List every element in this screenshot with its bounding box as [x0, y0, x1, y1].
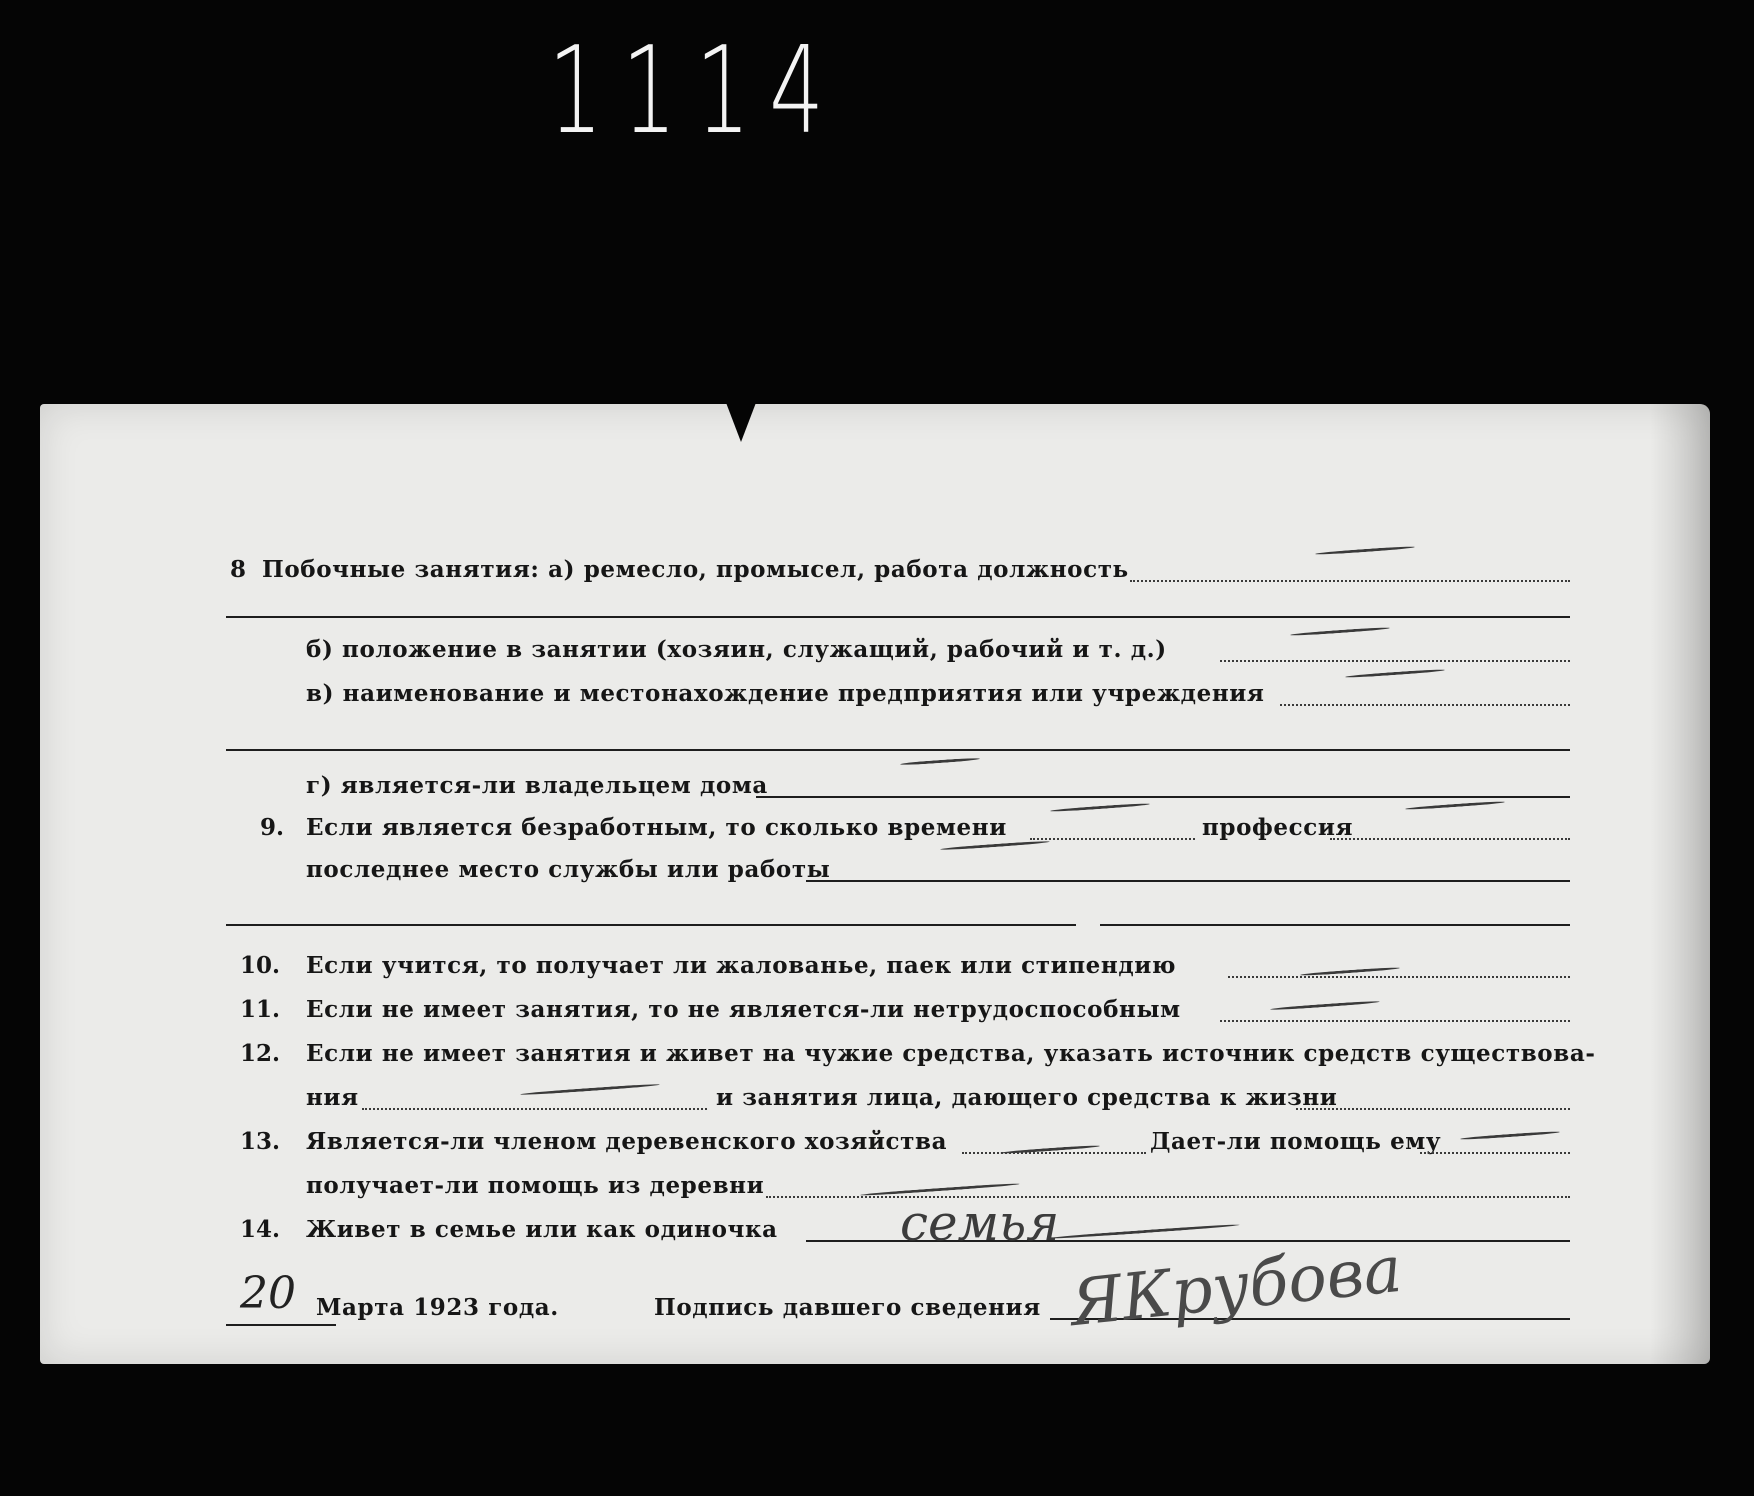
q12-label: Если не имеет занятия и живет на чужие средства, указать источник средств существова- [306, 1040, 1596, 1067]
q8g-answer-line [756, 796, 1570, 798]
q9-extra-line-left [226, 924, 1076, 926]
q12-source-line [362, 1108, 707, 1110]
q11-answer-line [1220, 1020, 1570, 1022]
q13-help-from-label: получает-ли помощь из деревни [306, 1172, 765, 1199]
q10-dash-mark [1300, 967, 1400, 977]
q8g-label: г) является-ли владельцем дома [306, 772, 768, 799]
q8b-dash-mark [1290, 627, 1390, 637]
frame-number: 1114 [548, 22, 843, 161]
q12-source-dash [520, 1083, 660, 1096]
q13-help-from-line [766, 1196, 1570, 1198]
q8a-extra-line [226, 616, 1570, 618]
q12-number: 12. [240, 1040, 281, 1067]
q14-handwritten-answer: семья [900, 1194, 1060, 1252]
signature: ЯКрубова [1067, 1232, 1406, 1342]
q13-number: 13. [240, 1128, 281, 1155]
q13-help-to-line [1420, 1152, 1570, 1154]
q13-help-to-dash [1460, 1131, 1560, 1141]
footer-date-rest: Марта 1923 года. [316, 1294, 559, 1321]
q9-last-place-dash [940, 840, 1050, 851]
q8b-answer-line [1220, 660, 1570, 662]
q11-number: 11. [240, 996, 281, 1023]
q8-number: 8 [230, 556, 247, 583]
q8b-label: б) положение в занятии (хозяин, служащий, рабочий и т. д.) [306, 636, 1167, 663]
q10-number: 10. [240, 952, 281, 979]
card-edge-shadow [1650, 404, 1710, 1364]
q13-label: Является-ли членом деревенского хозяйства [306, 1128, 948, 1155]
q9-extra-line-right [1100, 924, 1570, 926]
q8v-dash-mark [1345, 669, 1445, 679]
q8v-extra-line [226, 749, 1570, 751]
card-notch [725, 400, 757, 442]
q14-answer-stroke [1050, 1223, 1240, 1239]
q9-number: 9. [260, 814, 285, 841]
q8g-dash-mark [900, 757, 980, 766]
questionnaire-card [40, 404, 1710, 1364]
q14-label: Живет в семье или как одиночка [306, 1216, 778, 1243]
q8v-label: в) наименование и местонахождение предприятия или учреждения [306, 680, 1265, 707]
q13-member-line [962, 1152, 1146, 1154]
q8a-dash-mark [1315, 546, 1415, 556]
q8v-answer-line [1280, 704, 1570, 706]
signature-label: Подпись давшего сведения [654, 1294, 1041, 1321]
footer-day: 20 [240, 1268, 296, 1319]
q9-label: Если является безработным, то сколько времени [306, 814, 1007, 841]
q8a-answer-line [1130, 580, 1570, 582]
q12-occupation-line [1296, 1108, 1570, 1110]
q11-dash-mark [1270, 1000, 1380, 1011]
q13-help-to-label: Дает-ли помощь ему [1150, 1128, 1442, 1155]
q9-profession-dash [1405, 801, 1505, 811]
q9-duration-line [1030, 838, 1195, 840]
q11-label: Если не имеет занятия, то не является-ли нетрудоспособным [306, 996, 1181, 1023]
q8a-label: Побочные занятия: а) ремесло, промысел, работа должность [262, 556, 1129, 583]
q9-last-place-label: последнее место службы или работы [306, 856, 831, 883]
q9-last-place-line [806, 880, 1570, 882]
q12-continuation-start: ния [306, 1084, 359, 1111]
q12-continuation-end: и занятия лица, дающего средства к жизни [716, 1084, 1338, 1111]
footer-day-line [226, 1324, 336, 1326]
q9-profession-line [1330, 838, 1570, 840]
q9-duration-dash [1050, 803, 1150, 813]
q10-answer-line [1228, 976, 1570, 978]
q10-label: Если учится, то получает ли жалованье, паек или стипендию [306, 952, 1177, 979]
q14-number: 14. [240, 1216, 281, 1243]
q9-profession-label: профессия [1202, 814, 1354, 841]
